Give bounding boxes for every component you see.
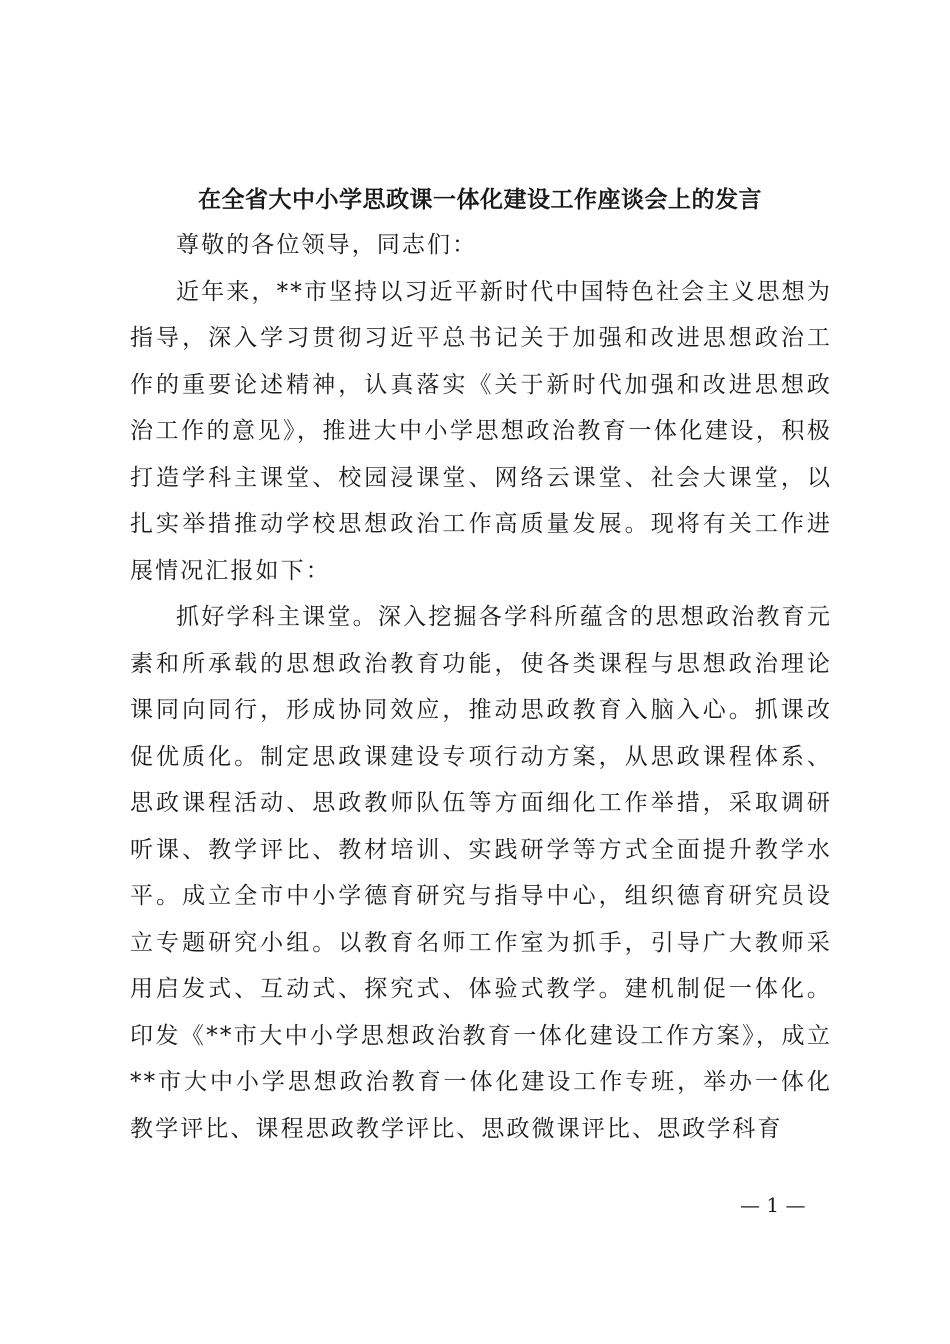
salutation: 尊敬的各位领导，同志们： — [176, 232, 478, 258]
document-body — [130, 222, 832, 1152]
document-title: 在全省大中小学思政课一体化建设工作座谈会上的发言 — [198, 186, 762, 213]
paragraph-intro: 近年来，**市坚持以习近平新时代中国特色社会主义思想为指导，深入学习贯彻习近平总书记关于加强和改进思想政治工作的重要论述精神，认真落实《关于新时代加强和改进思想政治工作的意见》，推进大中小学思想政治教育一体化建设，积极打造学科主课堂、校园浸课堂、网络云课堂、社会大课堂，以扎实举措推动学校思想政治工作高质量发展。现将有关工作进展情况汇报如下： — [130, 278, 832, 584]
page-number: — 1 — — [740, 1193, 806, 1217]
paragraph-subject-classroom: 抓好学科主课堂。深入挖掘各学科所蕴含的思想政治教育元素和所承载的思想政治教育功能，使各类课程与思想政治理论课同向同行，形成协同效应，推动思政教育入脑入心。抓课改促优质化。制定思政课建设专项行动方案，从思政课程体系、思政课程活动、思政教师队伍等方面细化工作举措，采取调研听课、教学评比、教材培训、实践研学等方式全面提升教学水平。成立全市中小学德育研究与指导中心，组织德育研究员设立专题研究小组。以教育名师工作室为抓手，引导广大教师采用启发式、互动式、探究式、体验式教学。建机制促一体化。印发《**市大中小学思想政治教育一体化建设工作方案》，成立**市大中小学思想政治教育一体化建设工作专班，举办一体化教学评比、课程思政教学评比、思政微课评比、思政学科育 — [130, 604, 832, 1142]
